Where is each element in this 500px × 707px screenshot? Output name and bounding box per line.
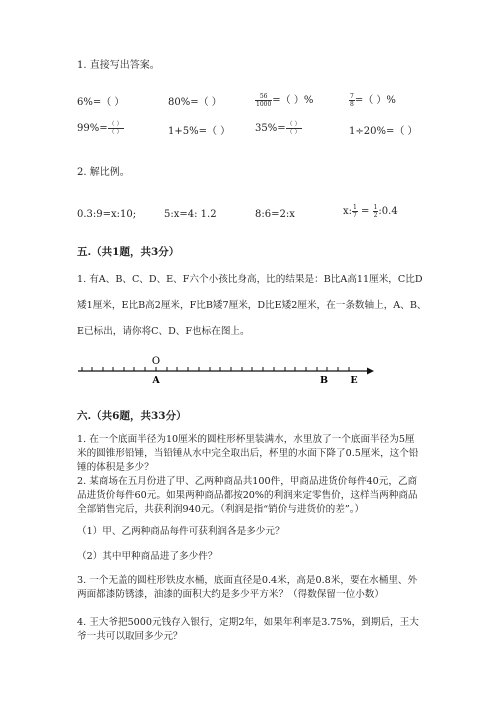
point-b-label: B xyxy=(319,375,329,386)
section6-q1: 1. 在一个底面半径为10厘米的圆柱形杯里装满水，水里放了一个底面半径为5厘米的圆锥形铅锤，当铅锤从水中完全取出后，杯里的水面下降了0.5厘米，这个铅锤的体积是多少？ xyxy=(77,434,419,474)
section2-heading: 2. 解比例。 xyxy=(77,167,130,178)
q2-item-4: x: $\frac{1}{7}$ = $\frac{1}{2}$ :0.4 xyxy=(343,204,398,219)
point-e-label: E xyxy=(350,375,358,386)
number-line xyxy=(70,352,380,386)
point-a-label: A xyxy=(152,375,160,386)
q2-item-1: 0.3:9=x:10; xyxy=(77,209,137,220)
fraction: $\frac{1}{7}$ xyxy=(353,204,357,219)
q1-item-6: 1+5%=（ ） xyxy=(168,126,231,137)
fraction: $\frac{7}{8}$ xyxy=(350,93,354,108)
section6-q4: 4. 王大爷把5000元钱存入银行，定期2年，如果年利率是3.75%，到期后，王大爷一共可以取回多少元？ xyxy=(77,617,419,643)
q1-item-2: 80%=（ ） xyxy=(168,97,222,108)
section6-title: 六.（共6题，共33分） xyxy=(77,410,187,422)
section6-q3: 3. 一个无盖的圆柱形铁皮水桶，底面直径是0.4米，高是0.8米，要在水桶里、外两面都漆防锈漆，油漆的面积大约是多少平方米？（得数保留一位小数） xyxy=(77,575,418,601)
blank-fraction: $\frac{( )}{( )}$ xyxy=(108,121,123,136)
section6-q2: 2. 某商场在五月份进了甲、乙两种商品共100件，甲商品进货价每件40元，乙商品进货价每件60元。如果两种商品都按20%的利润来定零售价，这样当两种商品全部销售完后，共获利润940元。（利润是指“销价与进货价的差”。） xyxy=(77,476,418,516)
q1-item-8: 1÷20%=（ ） xyxy=(349,126,418,137)
q1-item-4: $\frac{7}{8}$ =（ ）% xyxy=(350,93,396,108)
q2-item-3: 8:6=2:x xyxy=(255,209,295,220)
section5-title: 五.（共1题，共3分） xyxy=(77,246,180,258)
fraction: $\frac{56}{1000}$ xyxy=(256,93,272,108)
number-line-ticks xyxy=(82,367,349,371)
blank-fraction: $\frac{( )}{( )}$ xyxy=(286,121,301,136)
section1-heading: 1. 直接写出答案。 xyxy=(77,60,160,71)
number-line-arrow xyxy=(367,368,374,375)
section6-q2-part2: （2）其中甲种商品进了多少件？ xyxy=(77,551,218,562)
section6-q2-part1: （1）甲、乙两种商品每件可获利润各是多少元？ xyxy=(77,526,285,537)
section5-question: 1. 有A、B、C、D、E、F六个小孩比身高，比的结果是：B比A高11厘米，C比D矮1厘米，E比B高2厘米，F比B矮7厘米，D比E矮2厘米，在一条数轴上，A、B、E已标出，请你将C、D、F也标在图上。 xyxy=(77,274,427,337)
q1-item-1: 6%=（ ） xyxy=(77,97,125,108)
origin-label: O xyxy=(151,356,161,367)
q2-item-2: 5:x=4: 1.2 xyxy=(164,209,217,220)
q1-item-3: $\frac{56}{1000}$ =（ ）% xyxy=(256,93,314,108)
q1-item-7: 35%= $\frac{( )}{( )}$ xyxy=(255,121,301,136)
fraction: $\frac{1}{2}$ xyxy=(373,204,378,219)
q1-item-5: 99%= $\frac{( )}{( )}$ xyxy=(77,121,123,136)
